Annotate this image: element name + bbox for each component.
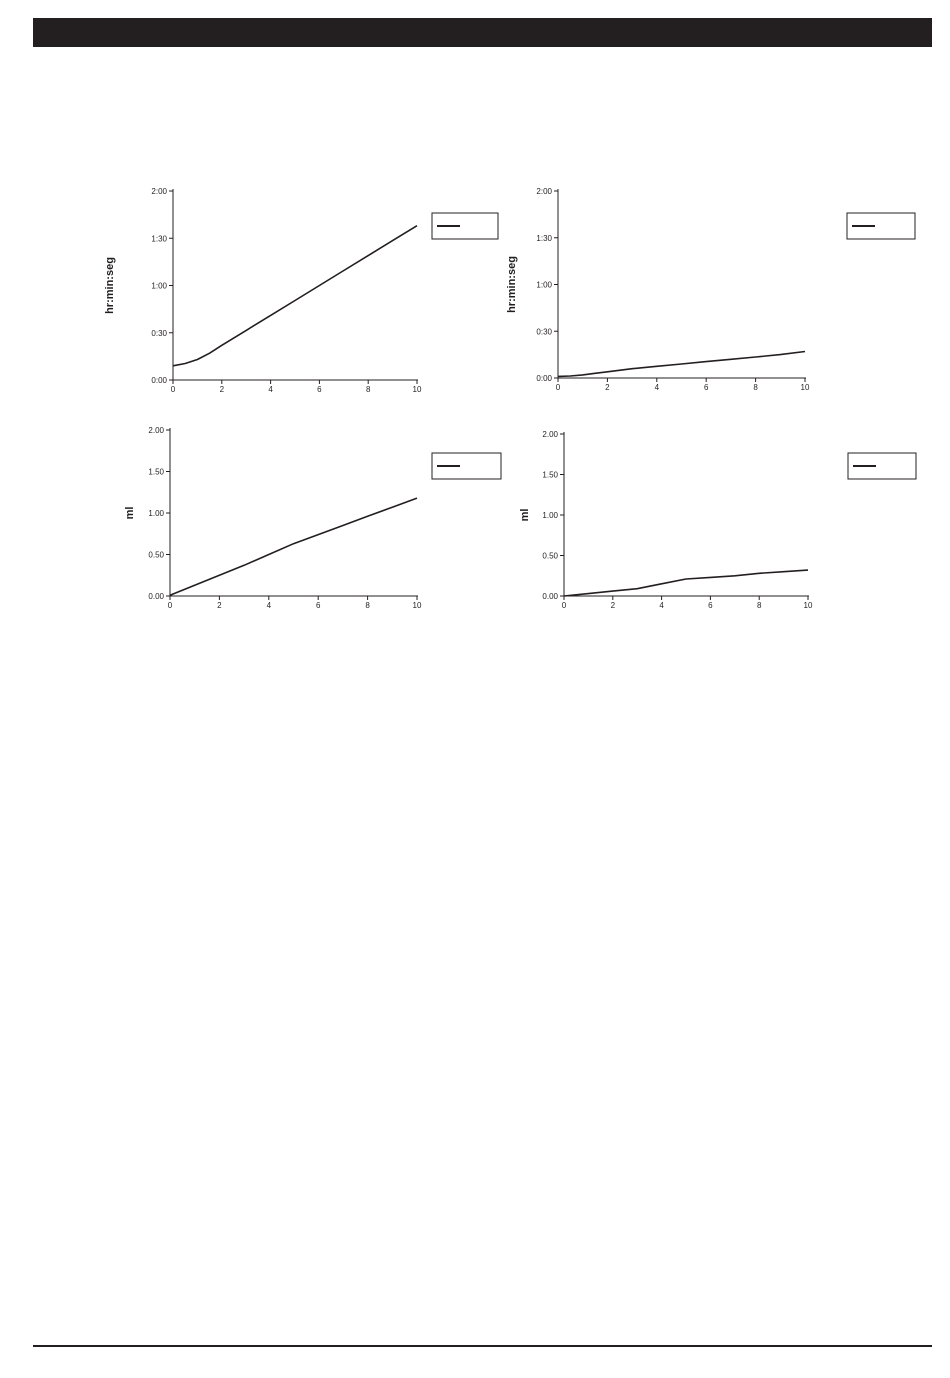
y-tick-label: 1.00	[148, 509, 164, 518]
series-line	[170, 498, 417, 595]
x-tick-label: 6	[315, 601, 321, 610]
y-tick-label: 0:30	[536, 327, 552, 337]
x-tick-label: 0	[170, 385, 176, 394]
y-tick-label: 0.00	[542, 592, 558, 601]
x-tick-label: 4	[659, 601, 664, 610]
chart-top-right-time	[490, 180, 930, 400]
y-tick-label: 1:30	[536, 233, 552, 243]
series-line	[558, 352, 805, 377]
x-tick-label: 6	[708, 601, 713, 610]
x-tick-label: 2	[217, 601, 222, 610]
x-tick-label: 10	[412, 601, 422, 610]
x-tick-label: 8	[365, 385, 371, 394]
y-tick-label: 1:00	[536, 280, 552, 290]
y-axis-label: hr:min:seg	[506, 256, 518, 313]
x-tick-label: 0	[561, 601, 567, 610]
x-tick-label: 0	[555, 383, 561, 392]
chart-bottom-right-volume	[490, 420, 930, 620]
x-tick-label: 4	[654, 383, 660, 392]
y-axis-label: ml	[519, 508, 531, 522]
x-tick-label: 2	[610, 601, 616, 610]
header-bar	[33, 18, 932, 47]
x-tick-label: 8	[365, 601, 370, 610]
y-tick-label: 2.00	[148, 426, 164, 435]
x-tick-label: 10	[803, 601, 813, 610]
chart-bottom-left-volume	[90, 420, 510, 620]
y-tick-label: 0:00	[536, 374, 552, 383]
y-tick-label: 0:30	[151, 328, 167, 338]
y-tick-label: 2:00	[536, 187, 552, 196]
x-tick-label: 10	[800, 383, 810, 392]
x-tick-label: 8	[756, 601, 762, 610]
y-tick-label: 1.00	[542, 511, 558, 520]
footer-rule	[33, 1345, 932, 1347]
x-tick-label: 6	[317, 385, 322, 394]
y-tick-label: 1.50	[542, 470, 558, 480]
y-tick-label: 1:30	[151, 234, 167, 244]
x-tick-label: 10	[412, 385, 422, 394]
y-tick-label: 1.50	[148, 467, 164, 477]
x-tick-label: 0	[167, 601, 173, 610]
y-tick-label: 2:00	[151, 187, 167, 196]
x-tick-label: 2	[605, 383, 610, 392]
x-tick-label: 2	[219, 385, 225, 394]
series-line	[173, 226, 417, 366]
y-tick-label: 0.50	[148, 550, 164, 560]
x-tick-label: 4	[266, 601, 272, 610]
y-axis-label: ml	[124, 506, 136, 520]
x-tick-label: 8	[753, 383, 758, 392]
y-tick-label: 0.50	[542, 551, 558, 561]
y-tick-label: 0.00	[148, 592, 164, 601]
series-line	[564, 570, 808, 596]
x-tick-label: 6	[703, 383, 709, 392]
y-tick-label: 1:00	[151, 281, 167, 291]
y-tick-label: 0:00	[151, 376, 167, 385]
x-tick-label: 4	[268, 385, 273, 394]
y-tick-label: 2.00	[542, 430, 558, 439]
chart-top-left-time	[90, 180, 510, 400]
y-axis-label: hr:min:seg	[104, 257, 116, 314]
